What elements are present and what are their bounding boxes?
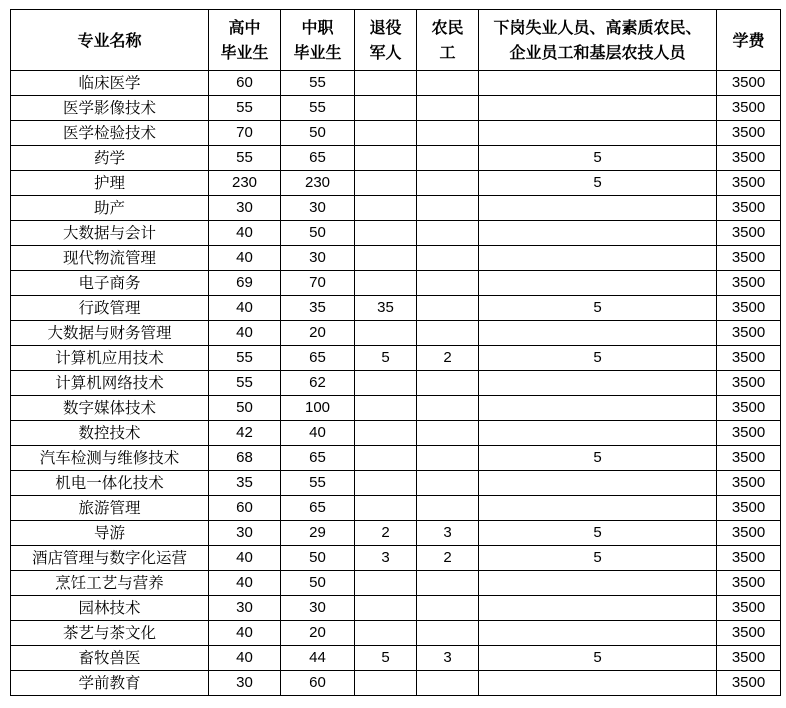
migrant-workers-cell: 3 — [417, 521, 479, 546]
table-row — [11, 171, 781, 196]
other-applicants-cell — [479, 471, 717, 496]
major-name-cell: 药学 — [11, 146, 209, 171]
header-line: 下岗失业人员、高素质农民、 — [493, 18, 702, 37]
veterans-cell — [355, 671, 417, 696]
other-applicants-cell: 5 — [479, 646, 717, 671]
migrant-workers-cell — [417, 446, 479, 471]
tuition-cell: 3500 — [717, 246, 781, 271]
veterans-header — [355, 10, 417, 71]
vocational-grads-cell: 65 — [281, 146, 355, 171]
high-school-grads-cell: 55 — [209, 96, 281, 121]
major-name-cell: 医学影像技术 — [11, 96, 209, 121]
tuition-cell: 3500 — [717, 396, 781, 421]
table-row — [11, 571, 781, 596]
header-line: 高中 — [228, 18, 261, 37]
migrant-workers-cell — [417, 396, 479, 421]
high-school-grads-header — [209, 10, 281, 71]
veterans-cell — [355, 171, 417, 196]
other-applicants-cell: 5 — [479, 146, 717, 171]
high-school-grads-cell: 69 — [209, 271, 281, 296]
other-applicants-cell — [479, 196, 717, 221]
high-school-grads-cell: 30 — [209, 196, 281, 221]
high-school-grads-cell: 230 — [209, 171, 281, 196]
tuition-cell: 3500 — [717, 371, 781, 396]
vocational-grads-cell: 55 — [281, 71, 355, 96]
migrant-workers-cell — [417, 571, 479, 596]
veterans-cell — [355, 446, 417, 471]
tuition-cell: 3500 — [717, 596, 781, 621]
vocational-grads-cell: 20 — [281, 621, 355, 646]
veterans-cell — [355, 371, 417, 396]
veterans-cell — [355, 121, 417, 146]
other-applicants-cell — [479, 96, 717, 121]
other-applicants-cell — [479, 671, 717, 696]
migrant-workers-cell — [417, 321, 479, 346]
vocational-grads-cell: 65 — [281, 496, 355, 521]
major-name-cell: 机电一体化技术 — [11, 471, 209, 496]
other-applicants-cell — [479, 596, 717, 621]
table-row — [11, 146, 781, 171]
vocational-grads-cell: 50 — [281, 571, 355, 596]
table-row — [11, 371, 781, 396]
tuition-cell: 3500 — [717, 96, 781, 121]
vocational-grads-cell: 100 — [281, 396, 355, 421]
migrant-workers-cell — [417, 96, 479, 121]
table-row — [11, 596, 781, 621]
high-school-grads-cell: 40 — [209, 321, 281, 346]
veterans-cell — [355, 246, 417, 271]
veterans-cell — [355, 146, 417, 171]
vocational-grads-cell: 70 — [281, 271, 355, 296]
major-name-cell: 导游 — [11, 521, 209, 546]
other-applicants-cell: 5 — [479, 446, 717, 471]
migrant-workers-cell — [417, 171, 479, 196]
high-school-grads-cell: 40 — [209, 546, 281, 571]
header-line: 农民 — [431, 18, 464, 37]
table-row — [11, 346, 781, 371]
header-line: 毕业生 — [293, 43, 342, 62]
vocational-grads-cell: 20 — [281, 321, 355, 346]
high-school-grads-cell: 55 — [209, 346, 281, 371]
table-row — [11, 71, 781, 96]
other-applicants-cell — [479, 396, 717, 421]
migrant-workers-cell — [417, 471, 479, 496]
other-applicants-cell — [479, 571, 717, 596]
tuition-cell: 3500 — [717, 571, 781, 596]
high-school-grads-cell: 35 — [209, 471, 281, 496]
migrant-workers-cell — [417, 271, 479, 296]
vocational-grads-cell: 35 — [281, 296, 355, 321]
table-row — [11, 421, 781, 446]
veterans-cell — [355, 571, 417, 596]
table-row — [11, 121, 781, 146]
tuition-cell: 3500 — [717, 521, 781, 546]
table-header — [11, 10, 781, 71]
vocational-grads-cell: 30 — [281, 196, 355, 221]
veterans-cell — [355, 271, 417, 296]
major-name-cell: 汽车检测与维修技术 — [11, 446, 209, 471]
table-row — [11, 471, 781, 496]
high-school-grads-cell: 55 — [209, 146, 281, 171]
major-name-cell: 大数据与会计 — [11, 221, 209, 246]
other-applicants-cell: 5 — [479, 546, 717, 571]
veterans-cell — [355, 471, 417, 496]
vocational-grads-cell: 65 — [281, 446, 355, 471]
other-applicants-cell: 5 — [479, 521, 717, 546]
tuition-cell: 3500 — [717, 321, 781, 346]
veterans-cell — [355, 496, 417, 521]
high-school-grads-cell: 50 — [209, 396, 281, 421]
table-row — [11, 446, 781, 471]
vocational-grads-cell: 44 — [281, 646, 355, 671]
major-name-cell: 现代物流管理 — [11, 246, 209, 271]
major-name-cell: 大数据与财务管理 — [11, 321, 209, 346]
vocational-grads-cell: 30 — [281, 246, 355, 271]
migrant-workers-cell — [417, 121, 479, 146]
major-name-cell: 计算机网络技术 — [11, 371, 209, 396]
migrant-workers-cell — [417, 221, 479, 246]
high-school-grads-cell: 40 — [209, 646, 281, 671]
tuition-cell: 3500 — [717, 496, 781, 521]
high-school-grads-cell: 55 — [209, 371, 281, 396]
vocational-grads-cell: 65 — [281, 346, 355, 371]
major-name-cell: 酒店管理与数字化运营 — [11, 546, 209, 571]
high-school-grads-cell: 40 — [209, 221, 281, 246]
vocational-grads-header — [281, 10, 355, 71]
vocational-grads-cell: 55 — [281, 471, 355, 496]
vocational-grads-cell: 50 — [281, 546, 355, 571]
tuition-cell: 3500 — [717, 546, 781, 571]
veterans-cell — [355, 221, 417, 246]
other-applicants-cell: 5 — [479, 346, 717, 371]
table-row — [11, 521, 781, 546]
major-name-cell: 畜牧兽医 — [11, 646, 209, 671]
high-school-grads-cell: 60 — [209, 71, 281, 96]
migrant-workers-cell — [417, 371, 479, 396]
migrant-workers-header — [417, 10, 479, 71]
vocational-grads-cell: 60 — [281, 671, 355, 696]
tuition-cell: 3500 — [717, 421, 781, 446]
major-name-cell: 数控技术 — [11, 421, 209, 446]
other-applicants-cell — [479, 371, 717, 396]
vocational-grads-cell: 40 — [281, 421, 355, 446]
tuition-cell: 3500 — [717, 271, 781, 296]
other-applicants-cell — [479, 321, 717, 346]
major-name-header — [11, 10, 209, 71]
migrant-workers-cell — [417, 296, 479, 321]
veterans-cell — [355, 196, 417, 221]
vocational-grads-cell: 62 — [281, 371, 355, 396]
other-applicants-cell: 5 — [479, 296, 717, 321]
other-applicants-cell — [479, 271, 717, 296]
table-row — [11, 196, 781, 221]
table-row — [11, 496, 781, 521]
high-school-grads-cell: 30 — [209, 596, 281, 621]
vocational-grads-cell: 30 — [281, 596, 355, 621]
high-school-grads-cell: 70 — [209, 121, 281, 146]
header-line: 工 — [439, 43, 456, 62]
tuition-cell: 3500 — [717, 621, 781, 646]
major-name-cell: 旅游管理 — [11, 496, 209, 521]
tuition-cell: 3500 — [717, 146, 781, 171]
tuition-cell: 3500 — [717, 71, 781, 96]
migrant-workers-cell — [417, 146, 479, 171]
veterans-cell — [355, 596, 417, 621]
vocational-grads-cell: 50 — [281, 221, 355, 246]
high-school-grads-cell: 30 — [209, 671, 281, 696]
vocational-grads-cell: 29 — [281, 521, 355, 546]
table-row — [11, 671, 781, 696]
high-school-grads-cell: 42 — [209, 421, 281, 446]
table-row — [11, 221, 781, 246]
other-applicants-cell — [479, 71, 717, 96]
major-name-cell: 行政管理 — [11, 296, 209, 321]
veterans-cell: 35 — [355, 296, 417, 321]
major-name-cell: 计算机应用技术 — [11, 346, 209, 371]
header-line: 学费 — [732, 30, 765, 50]
tuition-cell: 3500 — [717, 196, 781, 221]
migrant-workers-cell — [417, 596, 479, 621]
veterans-cell — [355, 321, 417, 346]
major-name-cell: 助产 — [11, 196, 209, 221]
high-school-grads-cell: 40 — [209, 296, 281, 321]
high-school-grads-cell: 40 — [209, 246, 281, 271]
major-name-cell: 临床医学 — [11, 71, 209, 96]
major-name-cell: 护理 — [11, 171, 209, 196]
vocational-grads-cell: 50 — [281, 121, 355, 146]
major-name-cell: 数字媒体技术 — [11, 396, 209, 421]
migrant-workers-cell: 3 — [417, 646, 479, 671]
veterans-cell: 2 — [355, 521, 417, 546]
tuition-cell: 3500 — [717, 446, 781, 471]
veterans-cell — [355, 396, 417, 421]
other-applicants-header — [479, 10, 717, 71]
table-body — [11, 71, 781, 696]
table-row — [11, 296, 781, 321]
migrant-workers-cell — [417, 246, 479, 271]
tuition-cell: 3500 — [717, 221, 781, 246]
high-school-grads-cell: 30 — [209, 521, 281, 546]
vocational-grads-cell: 230 — [281, 171, 355, 196]
veterans-cell: 5 — [355, 346, 417, 371]
other-applicants-cell — [479, 496, 717, 521]
tuition-cell: 3500 — [717, 671, 781, 696]
table-row — [11, 321, 781, 346]
header-line: 中职 — [301, 18, 334, 37]
header-line: 军人 — [369, 43, 402, 62]
vocational-grads-cell: 55 — [281, 96, 355, 121]
tuition-cell: 3500 — [717, 296, 781, 321]
major-name-cell: 学前教育 — [11, 671, 209, 696]
table-row — [11, 271, 781, 296]
tuition-cell: 3500 — [717, 471, 781, 496]
other-applicants-cell — [479, 121, 717, 146]
tuition-cell: 3500 — [717, 346, 781, 371]
table-row — [11, 396, 781, 421]
high-school-grads-cell: 40 — [209, 621, 281, 646]
migrant-workers-cell — [417, 621, 479, 646]
enrollment-table — [10, 9, 781, 696]
table-row — [11, 246, 781, 271]
header-row — [11, 10, 781, 71]
header-line: 退役 — [369, 18, 402, 37]
tuition-cell: 3500 — [717, 646, 781, 671]
other-applicants-cell: 5 — [479, 171, 717, 196]
table-row — [11, 546, 781, 571]
high-school-grads-cell: 68 — [209, 446, 281, 471]
migrant-workers-cell — [417, 421, 479, 446]
migrant-workers-cell — [417, 496, 479, 521]
header-line: 企业员工和基层农技人员 — [509, 43, 686, 62]
other-applicants-cell — [479, 421, 717, 446]
migrant-workers-cell: 2 — [417, 546, 479, 571]
tuition-header — [717, 10, 781, 71]
migrant-workers-cell — [417, 671, 479, 696]
major-name-cell: 园林技术 — [11, 596, 209, 621]
table-row — [11, 621, 781, 646]
other-applicants-cell — [479, 621, 717, 646]
migrant-workers-cell — [417, 71, 479, 96]
major-name-cell: 茶艺与茶文化 — [11, 621, 209, 646]
veterans-cell — [355, 71, 417, 96]
header-line: 专业名称 — [77, 30, 142, 50]
veterans-cell — [355, 96, 417, 121]
veterans-cell — [355, 421, 417, 446]
major-name-cell: 医学检验技术 — [11, 121, 209, 146]
major-name-cell: 烹饪工艺与营养 — [11, 571, 209, 596]
veterans-cell: 3 — [355, 546, 417, 571]
tuition-cell: 3500 — [717, 121, 781, 146]
table-row — [11, 96, 781, 121]
high-school-grads-cell: 60 — [209, 496, 281, 521]
major-name-cell: 电子商务 — [11, 271, 209, 296]
tuition-cell: 3500 — [717, 171, 781, 196]
other-applicants-cell — [479, 246, 717, 271]
veterans-cell — [355, 621, 417, 646]
migrant-workers-cell: 2 — [417, 346, 479, 371]
header-line: 毕业生 — [220, 43, 269, 62]
other-applicants-cell — [479, 221, 717, 246]
high-school-grads-cell: 40 — [209, 571, 281, 596]
veterans-cell: 5 — [355, 646, 417, 671]
migrant-workers-cell — [417, 196, 479, 221]
table-row — [11, 646, 781, 671]
